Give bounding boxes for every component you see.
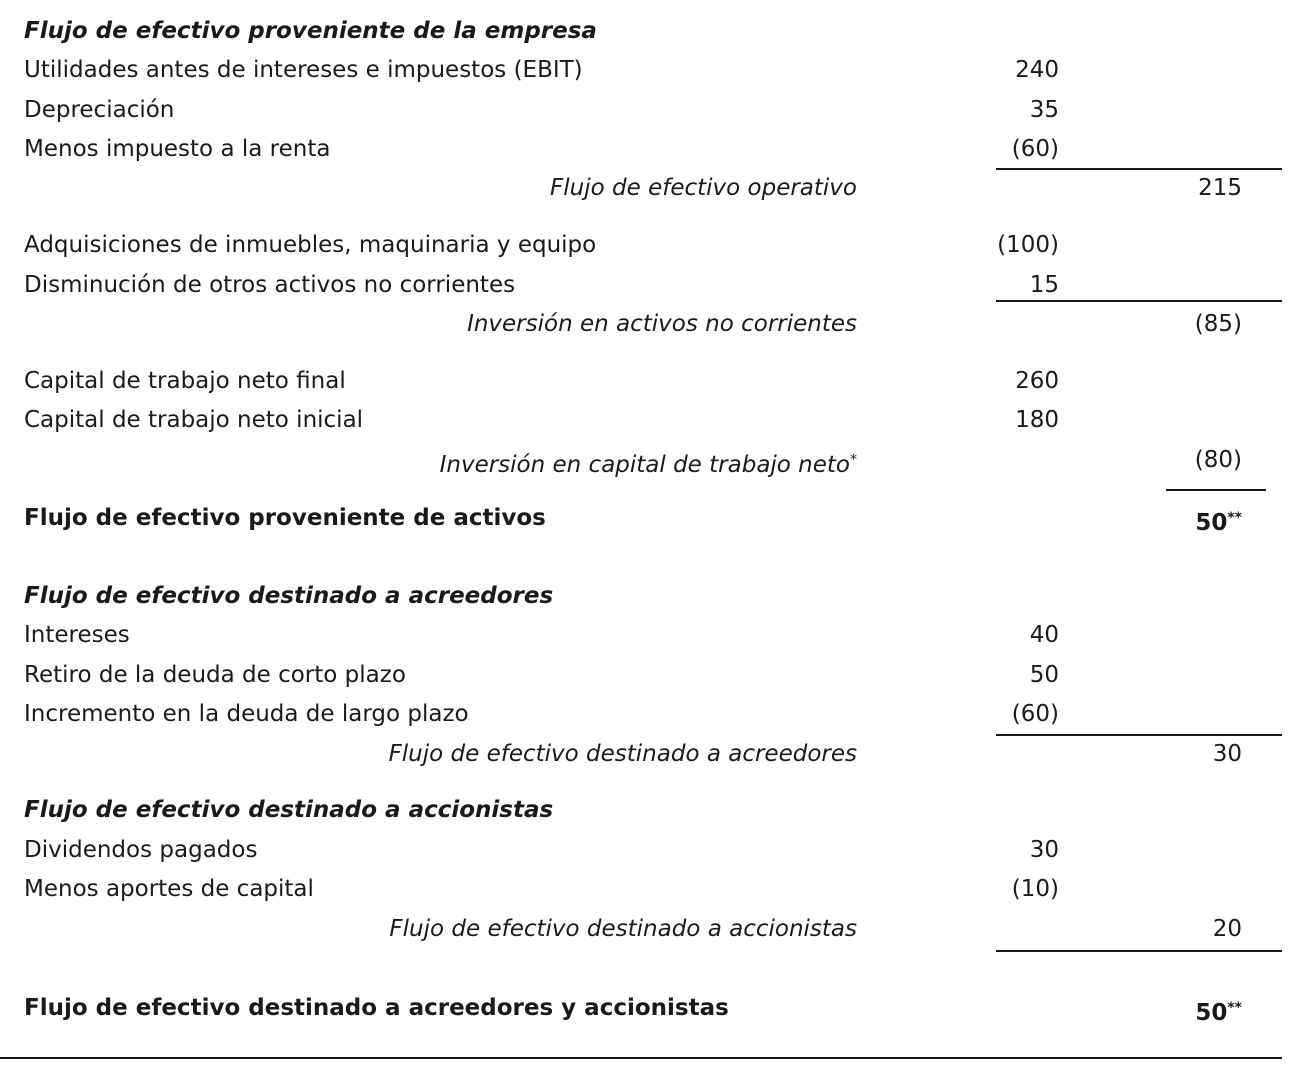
row-other-assets-decrease [0, 267, 1300, 303]
section-title-company-text: Flujo de efectivo proveniente de la empresa [24, 18, 597, 44]
assets-cash-flow-total-label: Flujo de efectivo proveniente de activos [24, 505, 546, 531]
working-capital-final-label: Capital de trabajo neto final [24, 368, 346, 394]
ebit-value: 240 [1015, 57, 1059, 83]
working-capital-final-value: 260 [1015, 368, 1059, 394]
row-capital-contributions [0, 871, 1300, 907]
row-dividends [0, 832, 1300, 868]
capital-contributions-label: Menos aportes de capital [24, 876, 314, 902]
depreciation-label: Depreciación [24, 97, 175, 123]
row-working-capital-investment [0, 442, 1300, 478]
row-noncurrent-investment [0, 306, 1300, 342]
dividends-value: 30 [1029, 837, 1059, 863]
grand-total-value [1195, 990, 1242, 1031]
row-grand-total [0, 990, 1300, 1026]
operating-cash-flow-value: 215 [1198, 175, 1242, 201]
creditors-subtotal-value: 30 [1212, 741, 1242, 767]
shareholders-subtotal-label: Flujo de efectivo destinado a accionistas [389, 916, 857, 942]
working-capital-investment-label [440, 442, 857, 483]
assets-cash-flow-total-number: 50 [1195, 510, 1228, 536]
section-title-creditors-text: Flujo de efectivo destinado a acreedores [24, 583, 554, 609]
capital-contributions-value: (10) [1011, 876, 1059, 902]
other-assets-decrease-value: 15 [1029, 272, 1059, 298]
divider-rule [1166, 489, 1266, 491]
row-tax [0, 131, 1300, 167]
operating-cash-flow-label: Flujo de efectivo operativo [550, 175, 857, 201]
interest-value: 40 [1029, 622, 1059, 648]
noncurrent-investment-value: (85) [1194, 311, 1242, 337]
row-ppe-acquisitions [0, 227, 1300, 263]
row-long-term-debt [0, 696, 1300, 732]
working-capital-investment-text: Inversión en capital de trabajo neto [439, 452, 850, 478]
section-title-creditors [0, 578, 1300, 614]
grand-total-label: Flujo de efectivo destinado a acreedores y accionistas [24, 995, 729, 1021]
grand-total-number: 50 [1195, 1000, 1228, 1026]
row-working-capital-initial [0, 402, 1300, 438]
long-term-debt-label: Incremento en la deuda de largo plazo [24, 701, 469, 727]
short-term-debt-value: 50 [1029, 662, 1059, 688]
section-title-shareholders [0, 792, 1300, 828]
short-term-debt-label: Retiro de la deuda de corto plazo [24, 662, 406, 688]
row-creditors-subtotal [0, 736, 1300, 772]
long-term-debt-value: (60) [1011, 701, 1059, 727]
ppe-acquisitions-label: Adquisiciones de inmuebles, maquinaria y equipo [24, 232, 597, 258]
section-title-shareholders-text: Flujo de efectivo destinado a accionistas [24, 797, 554, 823]
row-assets-cash-flow-total [0, 500, 1300, 536]
footnote-mark: ** [1227, 510, 1242, 526]
tax-label: Menos impuesto a la renta [24, 136, 331, 162]
assets-cash-flow-total-value [1195, 500, 1242, 541]
row-ebit [0, 52, 1300, 88]
depreciation-value: 35 [1029, 97, 1059, 123]
footnote-mark: ** [1227, 1000, 1242, 1016]
row-shareholders-subtotal [0, 911, 1300, 947]
bottom-rule [0, 1057, 1282, 1059]
interest-label: Intereses [24, 622, 130, 648]
row-depreciation [0, 92, 1300, 128]
row-operating-cash-flow [0, 170, 1300, 206]
other-assets-decrease-label: Disminución de otros activos no corrientes [24, 272, 516, 298]
ppe-acquisitions-value: (100) [997, 232, 1059, 258]
working-capital-investment-value: (80) [1194, 447, 1242, 473]
noncurrent-investment-label: Inversión en activos no corrientes [467, 311, 857, 337]
row-interest [0, 617, 1300, 653]
row-short-term-debt [0, 657, 1300, 693]
working-capital-initial-value: 180 [1015, 407, 1059, 433]
dividends-label: Dividendos pagados [24, 837, 258, 863]
divider-rule [996, 950, 1282, 952]
shareholders-subtotal-value: 20 [1212, 916, 1242, 942]
working-capital-initial-label: Capital de trabajo neto inicial [24, 407, 364, 433]
creditors-subtotal-label: Flujo de efectivo destinado a acreedores [388, 741, 857, 767]
section-title-company [0, 13, 1300, 49]
divider-rule [996, 300, 1282, 302]
tax-value: (60) [1011, 136, 1059, 162]
ebit-label: Utilidades antes de intereses e impuestos (EBIT) [24, 57, 583, 83]
row-working-capital-final [0, 363, 1300, 399]
footnote-mark: * [850, 452, 857, 468]
